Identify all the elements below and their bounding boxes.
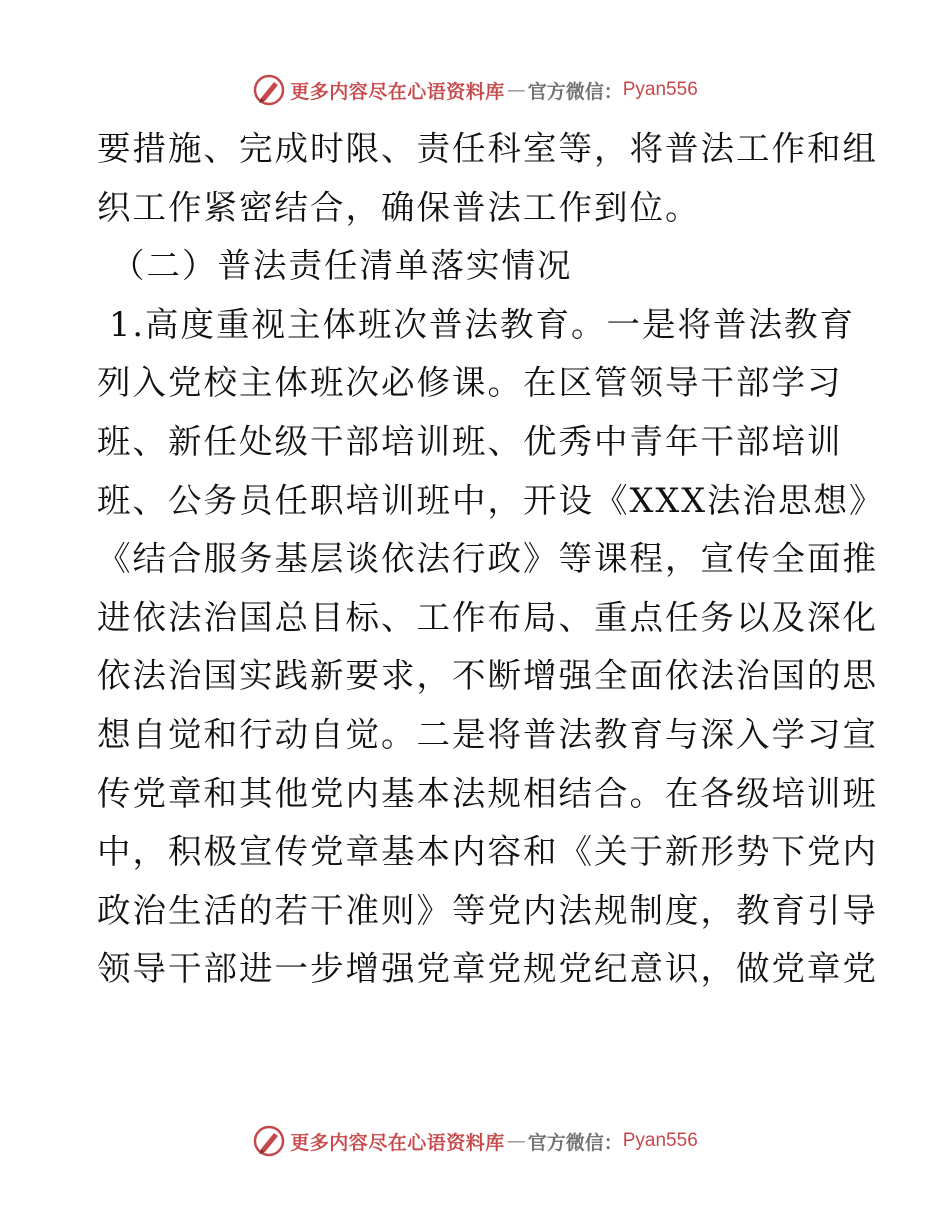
banner-dash: — — [506, 79, 526, 101]
body-line: 依法治国实践新要求，不断增强全面依法治国的思 — [97, 656, 878, 696]
footer-banner — [0, 1121, 950, 1161]
body-line: 班、公务员任职培训班中，开设《XXX法治思想》 — [97, 480, 885, 520]
body-line: 《结合服务基层谈依法行政》等课程，宣传全面推 — [97, 539, 878, 579]
pen-logo-icon — [252, 1124, 286, 1158]
body-line: 列入党校主体班次必修课。在区管领导干部学习 — [97, 363, 843, 403]
banner-wechat-id: Pyan556 — [622, 1130, 698, 1151]
header-banner — [0, 70, 950, 110]
banner-official-label: 官方微信： — [527, 80, 623, 103]
body-line: 领导干部进一步增强党章党规党纪意识，做党章党 — [97, 949, 878, 989]
banner-dash: — — [506, 1130, 526, 1152]
body-line: 班、新任处级干部培训班、优秀中青年干部培训 — [97, 421, 843, 461]
body-line: 要措施、完成时限、责任科室等，将普法工作和组 — [97, 129, 878, 168]
body-line: 传党章和其他党内基本法规相结合。在各级培训班 — [97, 773, 878, 813]
body-line: 1.高度重视主体班次普法教育。一是将普法教育 — [109, 304, 855, 344]
body-line: 政治生活的若干准则》等党内法规制度，教育引导 — [97, 890, 878, 930]
section-heading: （二）普法责任清单落实情况 — [111, 246, 573, 286]
body-line: 想自觉和行动自觉。二是将普法教育与深入学习宣 — [97, 714, 878, 754]
banner-official-label: 官方微信： — [527, 1131, 623, 1154]
banner-main-text: 更多内容尽在心语资料库 — [290, 1131, 505, 1154]
banner-main-text: 更多内容尽在心语资料库 — [290, 80, 505, 103]
body-line: 进依法治国总目标、工作布局、重点任务以及深化 — [97, 597, 878, 637]
banner-wechat-id: Pyan556 — [622, 79, 698, 100]
pen-logo-icon — [252, 73, 286, 107]
body-line: 中，积极宣传党章基本内容和《关于新形势下党内 — [97, 832, 878, 872]
document-body — [97, 120, 885, 999]
body-line: 织工作紧密结合，确保普法工作到位。 — [97, 187, 701, 227]
